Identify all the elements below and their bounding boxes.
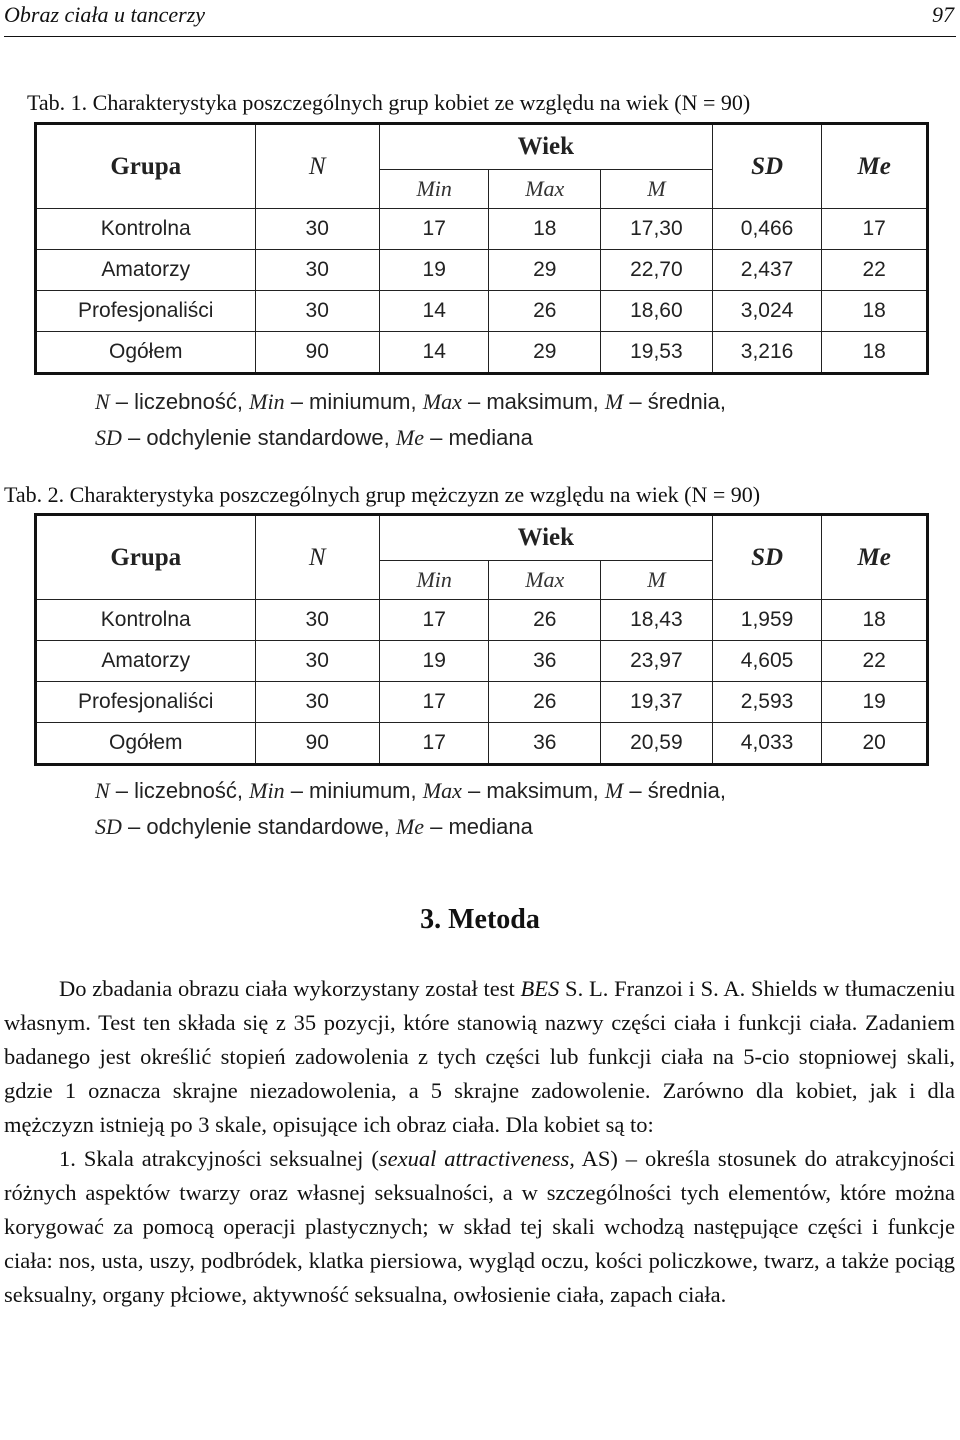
header-min: Min [379,170,489,209]
cell-me: 20 [822,723,928,765]
note-line-1: N – liczebność, Min – miniumum, Max – maksimum, M – średnia, [95,778,726,803]
header-m: M [601,170,713,209]
note-text: maksimum, [486,389,599,414]
cell-sd: 0,466 [712,209,822,250]
cell-group: Amatorzy [36,250,256,291]
cell-m: 23,97 [601,641,713,682]
text-span: AS) – określa stosunek do atrakcyjności różnych aspektów twarzy oraz własnej seksualności, a w szczególności tych elementów, które można korygować za pomocą operacji plastycznych; w skład tej skali wchodzą następujące części i funkcje ciała: nos, usta, uszy, podbródek, klatka piersiowa, wygląd oczu, kości policzkowe, twarz, a także pociąg seksualny, organy płciowe, aktywność seksualna, owłosienie ciała, zapach ciała. [4,1146,956,1307]
cell-n: 30 [255,291,379,332]
table-2-note [95,773,726,845]
cell-min: 17 [379,209,489,250]
cell-n: 30 [255,641,379,682]
cell-m: 18,43 [601,600,713,641]
note-symbol: M [604,778,624,803]
note-symbol: Min [249,389,285,414]
text-span: 1. Skala atrakcyjności seksualnej ( [59,1146,379,1171]
cell-me: 18 [822,291,928,332]
cell-group: Ogółem [36,723,256,765]
running-head-title: Obraz ciała u tancerzy [4,2,206,27]
cell-sd: 3,216 [712,332,822,374]
note-text: odchylenie standardowe, [146,814,390,839]
cell-max: 26 [489,682,601,723]
cell-me: 17 [822,209,928,250]
header-group: Grupa [36,515,256,600]
table-2 [34,513,929,766]
cell-max: 26 [489,291,601,332]
cell-group: Profesjonaliści [36,291,256,332]
table-header-row [36,124,928,170]
cell-group: Profesjonaliści [36,682,256,723]
cell-min: 19 [379,250,489,291]
note-text: średnia, [647,778,726,803]
note-line-2: SD – odchylenie standardowe, Me – mediana [95,425,533,450]
cell-m: 20,59 [601,723,713,765]
table-row [36,641,928,682]
cell-sd: 3,024 [712,291,822,332]
cell-min: 14 [379,291,489,332]
note-symbol: Me [395,425,424,450]
cell-min: 19 [379,641,489,682]
cell-me: 18 [822,332,928,374]
note-text: odchylenie standardowe, [146,425,390,450]
note-symbol: Min [249,778,285,803]
note-symbol: Max [422,389,462,414]
paragraph [4,1142,955,1312]
header-sd: SD [712,515,822,600]
cell-max: 18 [489,209,601,250]
note-symbol: N [95,389,110,414]
running-head [4,0,956,37]
table-1-caption: Tab. 1. Charakterystyka poszczególnych grup kobiet ze względu na wiek (N = 90) [27,90,751,115]
paragraph [4,972,955,1142]
header-sd: SD [712,124,822,209]
cell-max: 36 [489,641,601,682]
header-max: Max [489,561,601,600]
table-header-row [36,515,928,561]
cell-sd: 4,033 [712,723,822,765]
cell-group: Kontrolna [36,209,256,250]
note-symbol: M [604,389,624,414]
note-text: mediana [448,814,533,839]
cell-max: 29 [489,250,601,291]
note-line-2: SD – odchylenie standardowe, Me – mediana [95,814,533,839]
cell-sd: 2,593 [712,682,822,723]
cell-min: 17 [379,682,489,723]
note-text: średnia, [647,389,726,414]
section-heading: 3. Metoda [420,904,540,935]
note-text: miniumum, [309,389,417,414]
cell-me: 18 [822,600,928,641]
table-1-note [95,384,726,456]
cell-sd: 1,959 [712,600,822,641]
note-symbol: N [95,778,110,803]
cell-n: 30 [255,682,379,723]
table-1 [34,122,929,375]
header-age: Wiek [379,515,712,561]
cell-m: 19,37 [601,682,713,723]
text-span: S. L. Franzoi i S. A. Shields w tłumaczeniu własnym. Test ten składa się z 35 pozycji, które stanowią nazwy części ciała i funkcji ciała. Zadaniem badanego jest określić stopień zadowolenia z tych części lub funkcji ciała na 5-cio stopniowej skali, gdzie 1 oznacza skrajne niezadowolenia, a 5 skrajne zadowolenie. Zarówno dla kobiet, jak i dla mężczyzn istnieją po 3 skale, opisujące ich obraz ciała. Dla kobiet są to: [4,976,956,1137]
cell-me: 19 [822,682,928,723]
header-max: Max [489,170,601,209]
note-symbol: Me [395,814,424,839]
note-symbol: SD [95,814,122,839]
table-2-caption: Tab. 2. Charakterystyka poszczególnych grup mężczyzn ze względu na wiek (N = 90) [4,482,761,507]
page-number: 97 [932,2,954,27]
table-row [36,291,928,332]
note-text: maksimum, [486,778,599,803]
header-group: Grupa [36,124,256,209]
header-min: Min [379,561,489,600]
text-italic: sexual attractiveness, [378,1146,575,1171]
cell-me: 22 [822,641,928,682]
cell-m: 17,30 [601,209,713,250]
cell-group: Ogółem [36,332,256,374]
cell-sd: 4,605 [712,641,822,682]
cell-max: 36 [489,723,601,765]
cell-m: 22,70 [601,250,713,291]
header-n: N [255,124,379,209]
table-row [36,209,928,250]
header-n: N [255,515,379,600]
header-m: M [601,561,713,600]
cell-max: 26 [489,600,601,641]
header-me: Me [822,515,928,600]
cell-min: 17 [379,600,489,641]
cell-sd: 2,437 [712,250,822,291]
cell-n: 90 [255,723,379,765]
table-row [36,600,928,641]
cell-n: 90 [255,332,379,374]
cell-max: 29 [489,332,601,374]
cell-n: 30 [255,209,379,250]
text-italic: BES [520,976,560,1001]
cell-min: 17 [379,723,489,765]
cell-n: 30 [255,250,379,291]
header-age: Wiek [379,124,712,170]
cell-m: 18,60 [601,291,713,332]
cell-n: 30 [255,600,379,641]
cell-me: 22 [822,250,928,291]
cell-min: 14 [379,332,489,374]
section-body [4,972,955,1312]
note-text: liczebność, [134,389,243,414]
text-span: Do zbadania obrazu ciała wykorzystany został test [59,976,521,1001]
table-row [36,250,928,291]
cell-group: Kontrolna [36,600,256,641]
note-text: mediana [448,425,533,450]
note-line-1: N – liczebność, Min – miniumum, Max – maksimum, M – średnia, [95,389,726,414]
note-text: liczebność, [134,778,243,803]
cell-m: 19,53 [601,332,713,374]
note-symbol: SD [95,425,122,450]
table-row-total [36,723,928,765]
table-row [36,682,928,723]
cell-group: Amatorzy [36,641,256,682]
table-row-total [36,332,928,374]
note-text: miniumum, [309,778,417,803]
header-me: Me [822,124,928,209]
note-symbol: Max [422,778,462,803]
